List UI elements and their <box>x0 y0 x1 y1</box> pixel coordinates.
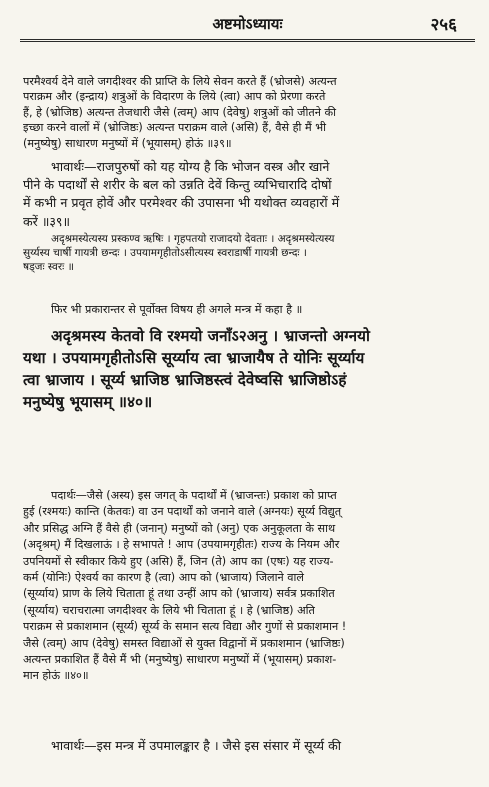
text-line: (सूर्य्याय) प्राण के लिये चिताता हूं तथा उन्हीं आप को (भ्राजाय) सर्वत्र प्रकाशित <box>23 587 335 601</box>
rishi-devata-chhanda <box>23 232 473 274</box>
text-line: पदार्थः—जैसे (अस्य) इस जगत् के पदार्थों में (भ्राजन्तः) प्रकाश को प्राप्त <box>51 489 337 502</box>
text-line: और प्रसिद्ध अग्नि हैं वैसे ही (जनान्) मनुष्यों को (अनु) एक अनुकूलता के साथ <box>23 521 336 535</box>
mantra-intro <box>23 302 473 317</box>
bhavartha-39 <box>23 158 473 231</box>
mantra-line: त्वा भ्राजाय । सूर्य्य भ्राजिष्ठ भ्राजिष्ठस्त्वं देवेष्वसि भ्राजिष्ठोऽहं <box>23 371 347 389</box>
text-line: पराक्रम से प्रकाशमान (सूर्य्य) सूर्य्य के समान सत्य विद्या और गुणों से प्रकाशमान ! <box>23 620 347 634</box>
chapter-title: अष्टमोऽध्यायः <box>212 15 283 33</box>
text-line: अत्यन्त प्रकाशित हैं वैसे मैं भी (मनुष्येषु) साधारण मनुष्यों में (भूयासम्) प्रकाश- <box>23 653 337 667</box>
text-line: (मनुष्येषु) साधारण मनुष्यों में (भूयासम्) होऊं ॥३९॥ <box>23 136 232 150</box>
mantra-line: मनुष्येषु भूयासम् ॥४०॥ <box>23 393 153 411</box>
padartha-40 <box>23 488 473 685</box>
text-line: (सूर्य्याय) चराचरात्मा जगदीश्वर के लिये भी चिताता हूं । हे (भ्राजिष्ठ) अति <box>23 603 315 617</box>
text-line: भावार्थः—राजपुरुषों को यह योग्य है कि भोजन वस्त्र और खाने <box>51 159 330 174</box>
text-line: फिर भी प्रकारान्तर से पूर्वोक्त विषय ही अगले मन्त्र में कहा है ॥ <box>51 303 303 316</box>
text-line: कर्म (योनिः) ऐश्वर्य का कारण है (त्वा) आप को (भ्राजाय) जिलाने वाले <box>23 571 304 585</box>
text-line: सुर्य्यस्य चार्षी गायत्री छन्दः । उपयामगृहीतोऽसीत्यस्य स्वराडार्षी गायत्री छन्दः । <box>23 247 307 259</box>
text-line: षड्जः स्वरः ॥ <box>23 261 74 273</box>
text-line: (अदृश्रम्) मैं दिखलाऊं । हे सभापते ! आप (उपयामगृहीतः) राज्य के नियम और <box>23 538 340 552</box>
text-line: इच्छा करने वालों में (भ्रोजिष्ठः) अत्यन्त पराक्रम वाले (असि) हैं, वैसे ही मैं भी <box>23 121 327 135</box>
header-rule <box>20 39 475 42</box>
paragraph-continuation <box>23 74 473 151</box>
mantra-line: अदृश्रमस्य केतवो वि रश्मयो जनाँऽ२अनु । भ्राजन्तो अग्नयो <box>51 327 370 345</box>
text-line: भावार्थः—इस मन्त्र में उपमालङ्कार है । जैसे इस संसार में सूर्य्य की <box>51 738 342 753</box>
text-line: परमैश्वर्य देने वाले जगदीश्वर की प्राप्ति के लिये सेवन करते हैं (भ्रोजसे) अत्यन्त <box>23 75 337 88</box>
bhavartha-40 <box>23 737 473 755</box>
page-header <box>20 12 475 44</box>
text-line: में कभी न प्रवृत होवें और परमेश्वर की उपासना भी यथोक्त व्यवहारों में <box>23 195 340 211</box>
text-line: हैं, हे (भ्रोजिष्ठ) अत्यन्त तेजधारी जैसे (त्वम्) आप (देवेषु) शत्रुओं को जीतने की <box>23 105 337 119</box>
text-line: हुई (रश्मयः) कान्ति (केतवः) वा उन पदार्थों को जनाने वाले (अग्नयः) सूर्य्य विद्युत् <box>23 505 342 519</box>
mantra-40 <box>23 325 473 413</box>
text-line: उपनियमों से स्वीकार किये हुए (असि) हैं, जिन (ते) आप का (एषः) यह राज्य- <box>23 554 334 568</box>
text-line: अदृश्रमस्येत्यस्य प्रस्कण्व ऋषिः । गृहपतयो राजादयो देवताः । अदृश्रमस्येत्यस्य <box>51 233 335 245</box>
text-line: पराक्रम और (इन्द्राय) शत्रुओं के विदारण के लिये (त्वा) आप को प्रेरणा करते <box>23 90 326 104</box>
text-line: करें ॥३९॥ <box>23 213 71 229</box>
page-number: २५६ <box>430 15 457 35</box>
mantra-line: यथा । उपयामगृहीतोऽसि सूर्य्याय त्वा भ्राजायैष ते योनिः सूर्य्याय <box>23 349 365 367</box>
text-line: मान होऊं ॥४०॥ <box>23 669 89 683</box>
text-line: जैसे (त्वम्) आप (देवेषु) समस्त विद्याओं से युक्त विद्वानों में प्रकाशमान (भ्राजिष्ठः) <box>23 636 345 650</box>
text-line: पीने के पदार्थों से शरीर के बल को उन्नति देवें किन्तु व्यभिचारादि दोषों <box>23 177 332 193</box>
